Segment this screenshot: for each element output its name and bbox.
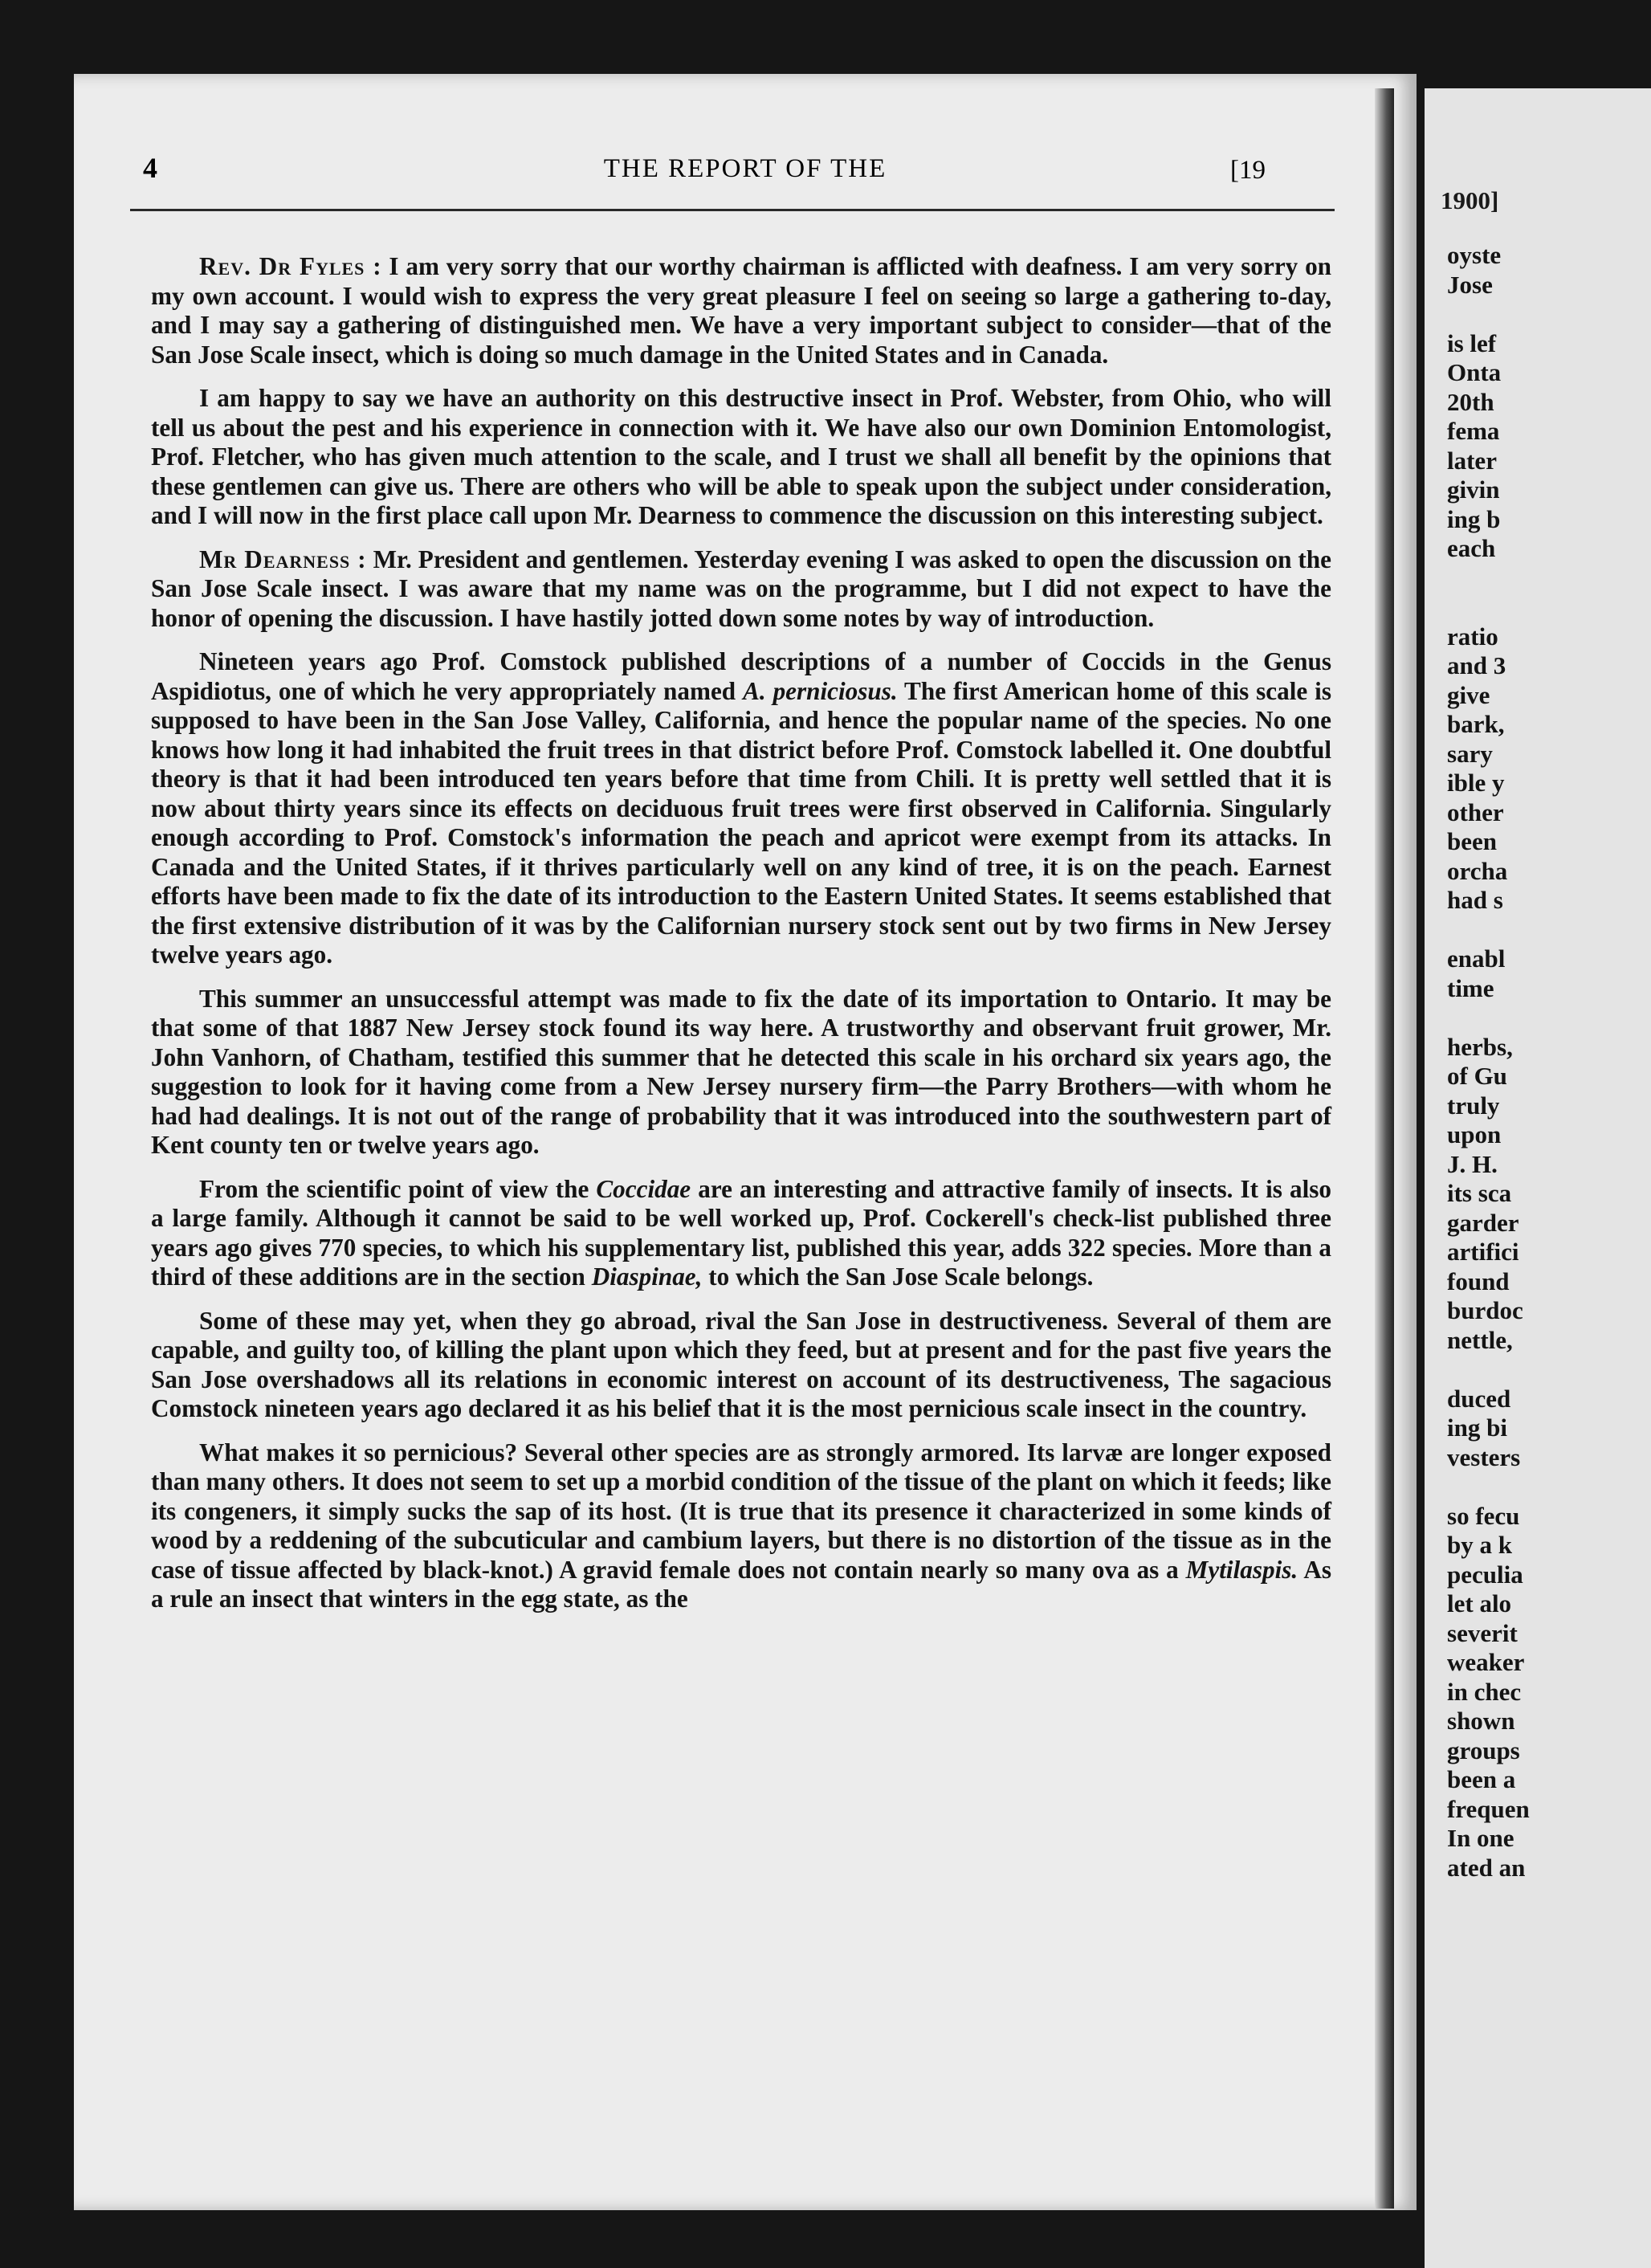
right-page-line: artifici	[1447, 1238, 1519, 1266]
family-name: Coccidae	[596, 1174, 691, 1203]
right-page-line: herbs,	[1447, 1032, 1513, 1061]
right-page-line: other	[1447, 797, 1504, 826]
right-page-line: Jose	[1447, 270, 1493, 299]
right-page-line: each	[1447, 534, 1496, 562]
right-page-line: been	[1447, 827, 1497, 855]
right-page-line: duced	[1447, 1384, 1511, 1413]
right-page-line: In one	[1447, 1824, 1514, 1852]
right-page-line: J. H.	[1447, 1149, 1498, 1178]
paragraph: Rev. Dr Fyles : I am very sorry that our worthy chairman is afflicted with deafness. I am very sorry on my own account. I would wish to express the very great pleasure I feel on seeing so large a gathering to-day, and I may say a gathering of distinguished men. We have a very important subject to consider—that of the San Jose Scale insect, which is doing so much damage in the United States and in Canada.	[151, 252, 1332, 369]
right-page-line	[1447, 593, 1651, 622]
right-page-line: its sca	[1447, 1179, 1512, 1207]
right-page-line: been a	[1447, 1765, 1516, 1793]
right-page-line: so fecu	[1447, 1501, 1520, 1530]
right-page-line	[1447, 1472, 1651, 1502]
right-page-line: ated an	[1447, 1853, 1526, 1882]
paragraph: Some of these may yet, when they go abroad, rival the San Jose in destructiveness. Several of them are capable, and guilty too, of killing the plant upon which they feed, but at present and for the past five years the San Jose overshadows all its relations in economic interest on account of its destructiveness, The sagacious Comstock nineteen years ago declared it as his belief that it is the most pernicious scale insect in the country.	[151, 1306, 1331, 1422]
right-page-line: ing bi	[1447, 1413, 1507, 1442]
right-page-line: found	[1447, 1267, 1510, 1295]
speaker-label: Mr Dearness :	[199, 545, 367, 573]
paragraph: What makes it so pernicious? Several other species are as strongly armored. Its larvæ are longer exposed than many others. It does not seem to set up a morbid condition of the tissue of the plant on which it feeds; like its congeners, it simply sucks the sap of its host. (It is true that its presence it characterized in some kinds of wood by a reddening of the subcuticular and cambium layers, but there is no distortion of the tissue as in the case of tissue affected by black-knot.) A gravid female does not contain nearly so many ova as a Mytilaspis. As a rule an insect that winters in the egg state, as the	[151, 1438, 1331, 1613]
right-page-line: fema	[1447, 417, 1500, 445]
left-page	[74, 74, 1417, 2210]
running-head: THE REPORT OF THE	[603, 154, 887, 183]
paragraph: From the scientific point of view the Coccidae are an interesting and attractive family of insects. It is also a large family. Although it cannot be said to be well worked up, Prof. Cockerell's check-list published three years ago gives 770 species, to which his supplementary list, published this year, adds 322 species. More than a third of these additions are in the section Diaspinae, to which the San Jose Scale belongs.	[151, 1174, 1331, 1291]
right-page-line: groups	[1447, 1736, 1520, 1764]
paragraph: Nineteen years ago Prof. Comstock published descriptions of a number of Coccids in the Genus Aspidiotus, one of which he very appropriately named A. perniciosus. The first American home of this scale is supposed to have been in the San Jose Valley, California, and hence the popular name of the species. No one knows how long it had inhabited the fruit trees in that district before Prof. Comstock labelled it. One doubtful theory is that it had been introduced ten years before that time from Chili. It is pretty well settled that it is now about thirty years since its effects on deciduous fruit trees were first observed in California. Singularly enough according to Prof. Comstock's information the peach and apricot were exempt from its attacks. In Canada and the United States, if it thrives particularly well on any kind of tree, it is on the peach. Earnest efforts have been made to fix the date of its introduction to the Eastern United States. It seems established that the first extensive distribution of it was by the Californian nursery stock sent out by two firms in New Jersey twelve years ago.	[151, 647, 1331, 969]
paragraph: I am happy to say we have an authority on this destructive insect in Prof. Webster, from Ohio, who will tell us about the pest and his experience in connection with it. We have also our own Dominion Entomologist, Prof. Fletcher, who has given much attention to the scale, and I trust we shall all benefit by the opinions that these gentlemen can give us. There are others who will be able to speak upon the subject under consideration, and I will now in the first place call upon Mr. Dearness to commence the discussion on this interesting subject.	[151, 384, 1331, 529]
right-page-line: Onta	[1447, 358, 1502, 386]
paragraph: Mr Dearness : Mr. President and gentlemen. Yesterday evening I was asked to open the discussion on the San Jose Scale insect. I was aware that my name was on the programme, but I did not expect to have the honor of opening the discussion. I have hastily jotted down some notes by way of introduction.	[151, 545, 1331, 632]
right-page-line: bark,	[1447, 710, 1505, 738]
right-page	[1425, 88, 1651, 2268]
speaker-label: Rev. Dr Fyles :	[199, 252, 382, 280]
right-page-line	[1447, 300, 1651, 329]
right-page-text	[1447, 241, 1651, 1883]
right-page-line: 20th	[1447, 387, 1494, 416]
right-page-line: burdoc	[1447, 1296, 1523, 1324]
right-page-line: sary	[1447, 739, 1493, 768]
right-page-line: givin	[1447, 475, 1500, 504]
right-page-line: of Gu	[1447, 1062, 1507, 1090]
right-page-header: 1900]	[1441, 186, 1499, 214]
right-page-line	[1447, 1003, 1651, 1033]
right-page-line: had s	[1447, 886, 1503, 914]
right-page-line: upon	[1447, 1120, 1502, 1148]
right-page-line: vesters	[1447, 1442, 1521, 1471]
right-page-line: truly	[1447, 1091, 1500, 1120]
header-rule	[130, 209, 1335, 211]
right-page-line: peculia	[1447, 1560, 1523, 1589]
right-page-line: time	[1447, 973, 1494, 1002]
right-page-line: ible y	[1447, 769, 1505, 797]
right-page-line: later	[1447, 446, 1497, 475]
paragraph: This summer an unsuccessful attempt was made to fix the date of its importation to Ontario. It may be that some of that 1887 New Jersey stock found its way here. A trustworthy and observant fruit grower, Mr. John Vanhorn, of Chatham, testified this summer that he detected this scale in his orchard six years ago, the suggestion to look for it having come from a New Jersey nursery firm—the Parry Brothers—with whom he had had dealings. It is not out of the range of probability that it was introduced into the southwestern part of Kent county ten or twelve years ago.	[151, 984, 1331, 1159]
right-page-line: is lef	[1447, 328, 1497, 357]
right-page-line: severit	[1447, 1618, 1518, 1647]
species-name: A. perniciosus.	[743, 676, 898, 705]
right-page-line: ratio	[1447, 622, 1498, 651]
right-page-line: in chec	[1447, 1677, 1522, 1706]
right-page-line: garder	[1447, 1208, 1519, 1237]
right-page-line: shown	[1447, 1707, 1515, 1735]
right-page-line	[1447, 1355, 1651, 1385]
right-page-line: orcha	[1447, 856, 1508, 885]
section-name: Diaspinae,	[591, 1262, 703, 1291]
right-page-line: ing b	[1447, 504, 1501, 533]
right-page-line: weaker	[1447, 1648, 1525, 1676]
right-page-line	[1447, 916, 1651, 945]
right-page-line: oyste	[1447, 241, 1502, 269]
right-page-line: frequen	[1447, 1794, 1530, 1823]
right-page-line: enabl	[1447, 944, 1506, 973]
page-number: 4	[143, 152, 157, 184]
genus-name: Mytilaspis.	[1185, 1555, 1298, 1584]
right-page-line: by a k	[1447, 1531, 1512, 1559]
right-page-line: and 3	[1447, 651, 1506, 679]
right-page-line: let alo	[1447, 1589, 1512, 1617]
body-text	[151, 252, 1331, 1629]
book-gutter	[1375, 88, 1394, 2209]
right-page-line: give	[1447, 680, 1490, 709]
volume-marker: [19	[1230, 156, 1266, 185]
right-page-line: nettle,	[1447, 1325, 1513, 1354]
right-page-line	[1447, 564, 1651, 594]
